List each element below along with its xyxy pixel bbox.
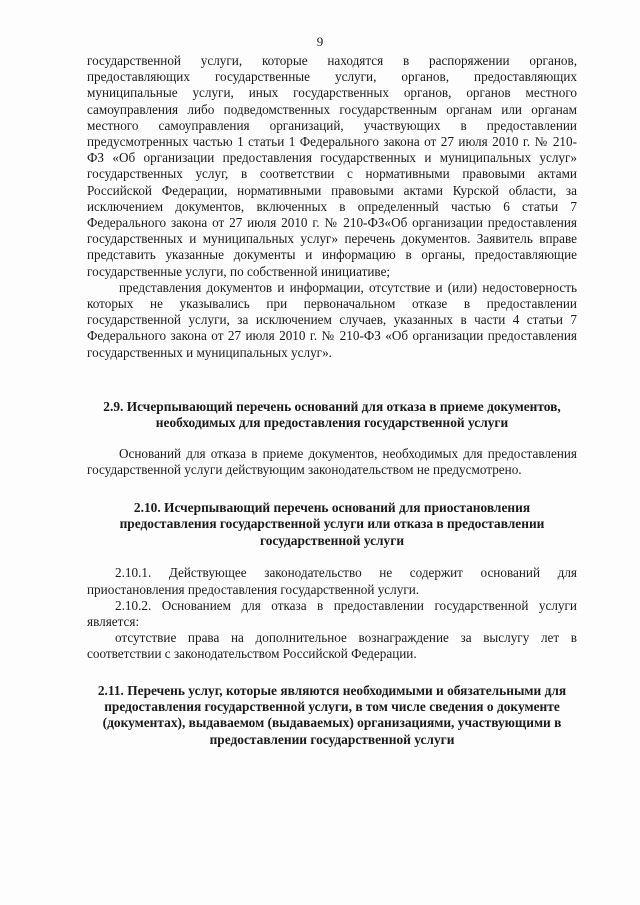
heading-section-2-9: 2.9. Исчерпывающий перечень оснований для отказа в приеме документов, необходимых для предоставления государственной услуги [103, 398, 561, 431]
paragraph-no-grounds-for-refusal: Оснований для отказа в приеме документов, необходимых для предоставления государственной услуги действующим законодательством не предусмотрено. [87, 445, 577, 477]
paragraph-documents-after-refusal: представления документов и информации, отсутствие и (или) недостоверность которых не указывались при первоначальном отказе в предоставлении государственной услуги, за исключением случаев, указанных в части 4 статьи 7 Федерального закона от 27 июля 2010 г. № 210-ФЗ «Об организации предоставления государственных и муниципальных услуг». [87, 279, 577, 360]
paragraph-2-10-2: 2.10.2. Основанием для отказа в предоставлении государственной услуги является: [87, 597, 577, 629]
paragraph-refusal-ground: отсутствие права на дополнительное вознаграждение за выслугу лет в соответствии с законодательством Российской Федерации. [87, 630, 577, 662]
paragraph-2-10-1: 2.10.1. Действующее законодательство не содержит оснований для приостановления предоставления государственной услуги. [87, 565, 577, 597]
paragraph-documents-in-possession: государственной услуги, которые находятся в распоряжении органов, предоставляющих государственные услуги, органов, предоставляющих муниципальные услуги, иных государственных органов, органов местного самоуправления либо подведомственных государственным органам или органам местного самоуправления организаций, участвующих в предоставлении предусмотренных частью 1 статьи 1 Федерального закона от 27 июля 2010 г. № 210-ФЗ «Об организации предоставления государственных и муниципальных услуг» государственных услуг, в соответствии с нормативными правовыми актами Российской Федерации, нормативными правовыми актами Курской области, за исключением документов, включенных в определенный частью 6 статьи 7 Федерального закона от 27 июля 2010 г. № 210-ФЗ«Об организации предоставления государственных и муниципальных услуг» перечень документов. Заявитель вправе представить указанные документы и информацию в органы, предоставляющие государственные услуги, по собственной инициативе; [87, 53, 577, 279]
heading-section-2-11: 2.11. Перечень услуг, которые являются необходимыми и обязательными для предоставления государственной услуги, в том числе сведения о документе (документах), выдаваемом (выдаваемых) организациями, участвующими в предоставлении государственной услуги [97, 682, 567, 747]
heading-section-2-10: 2.10. Исчерпывающий перечень оснований для приостановления предоставления государственной услуги или отказа в предоставлении государственной услуги [119, 500, 545, 548]
page-number: 9 [316, 34, 324, 49]
page-content [87, 53, 577, 748]
